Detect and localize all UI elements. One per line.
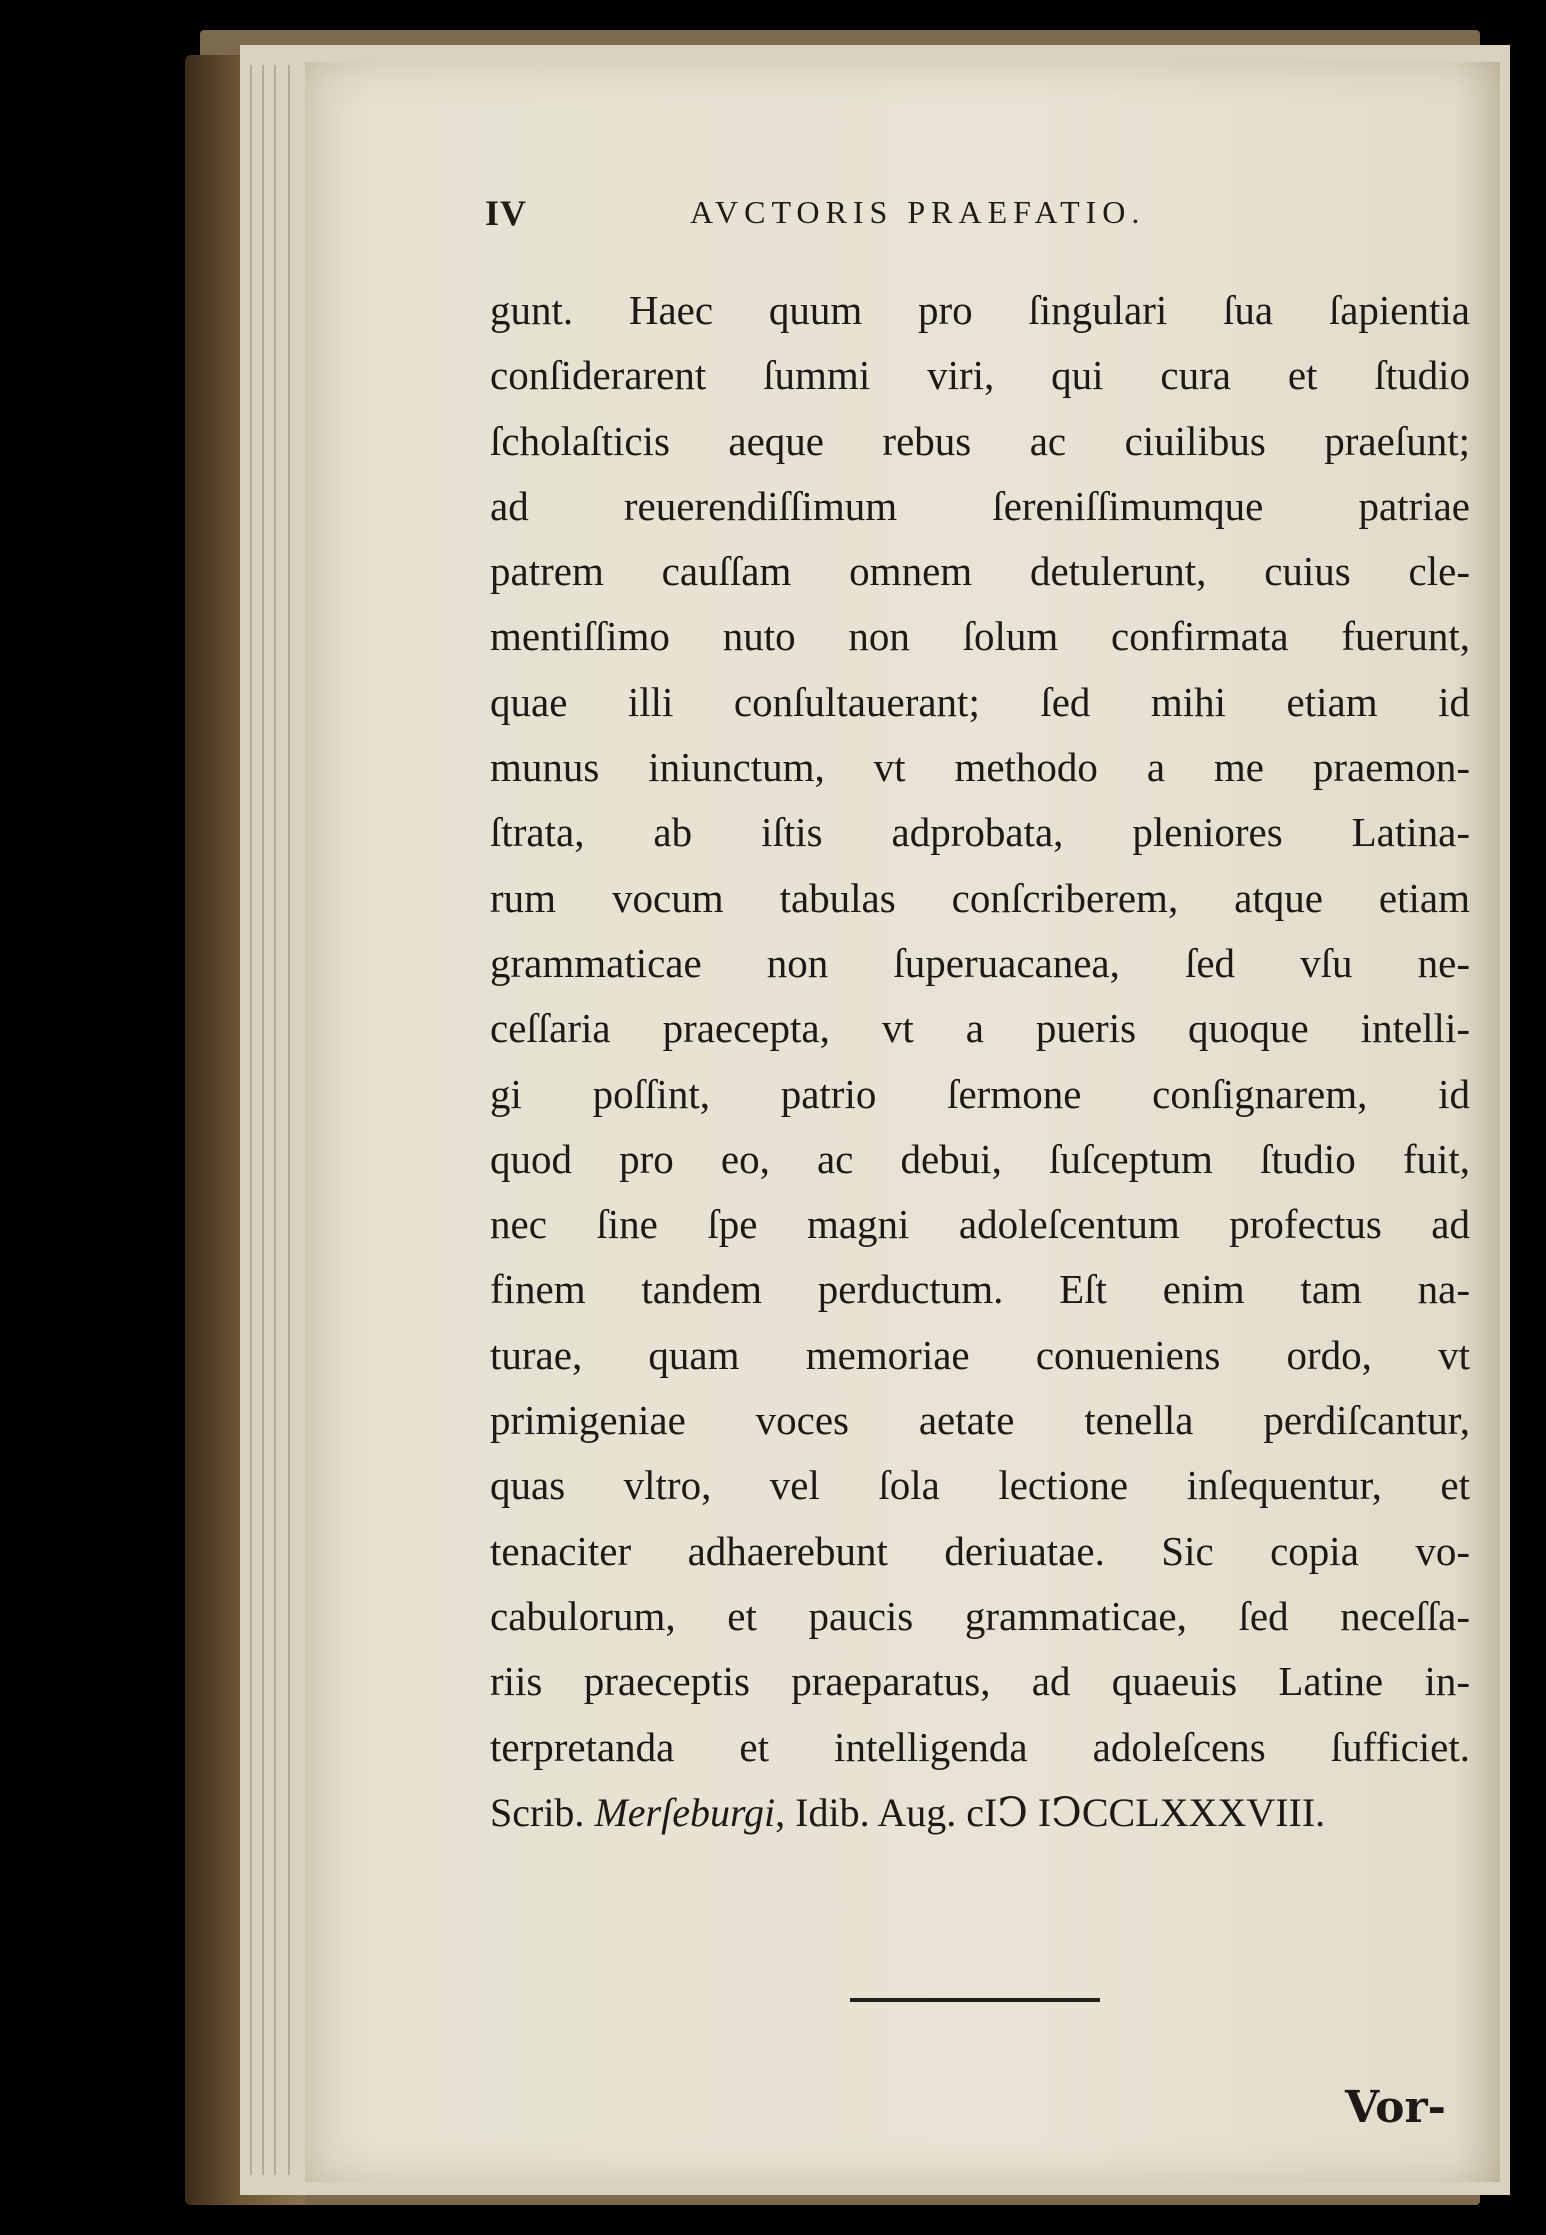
text-line: tenaciter adhaerebunt deriuatae. Sic copia vo-	[490, 1527, 1470, 1574]
text-line: quas vltro, vel ſola lectione inſequentur, et	[490, 1462, 1470, 1509]
text-line: quod pro eo, ac debui, ſuſceptum ſtudio fuit,	[490, 1135, 1470, 1182]
text-line: ſtrata, ab iſtis adprobata, pleniores Latina-	[490, 809, 1470, 856]
catchword: Vor-	[1345, 2082, 1446, 2133]
dateline-place: Merſeburgi	[594, 1789, 776, 1835]
text-line: mentiſſimo nuto non ſolum confirmata fuerunt,	[490, 613, 1470, 660]
text-line: rum vocum tabulas conſcriberem, atque etiam	[490, 874, 1470, 921]
page-number: IV	[485, 193, 528, 233]
text-line: munus iniunctum, vt methodo a me praemon-	[490, 744, 1470, 791]
text-line: ſcholaſticis aeque rebus ac ciuilibus praeſunt;	[490, 417, 1470, 464]
text-line: finem tandem perductum. Eſt enim tam na-	[490, 1266, 1470, 1313]
running-head-title: AVCTORIS PRAEFATIO.	[690, 194, 1146, 230]
section-rule	[850, 1998, 1100, 2002]
text-line: grammaticae non ſuperuacanea, ſed vſu ne-	[490, 939, 1470, 986]
page-leaf	[288, 65, 290, 2175]
text-line: turae, quam memoriae conueniens ordo, vt	[490, 1331, 1470, 1378]
text-line: riis praeceptis praeparatus, ad quaeuis Latine in-	[490, 1658, 1470, 1705]
running-head	[485, 192, 1305, 242]
page-leaf	[250, 65, 252, 2175]
dateline-prefix: Scrib.	[490, 1789, 595, 1835]
text-line: quae illi conſultauerant; ſed mihi etiam id	[490, 678, 1470, 725]
text-line: gunt. Haec quum pro ſingulari ſua ſapientia	[490, 287, 1470, 333]
text-line: gi poſſint, patrio ſermone conſignarem, id	[490, 1070, 1470, 1117]
page-leaf	[262, 65, 264, 2175]
dateline-suffix: , Idib. Aug. cIↃ IↃCCLXXXVIII.	[775, 1789, 1326, 1835]
text-line: conſiderarent ſummi viri, qui cura et ſtudio	[490, 352, 1470, 399]
dateline	[490, 1780, 1470, 1845]
text-line: nec ſine ſpe magni adoleſcentum profectus ad	[490, 1201, 1470, 1248]
text-line: ad reuerendiſſimum ſereniſſimumque patriae	[490, 482, 1470, 529]
text-line: terpretanda et intelligenda adoleſcens ſufficiet.	[490, 1723, 1470, 1770]
page-leaf	[274, 65, 276, 2175]
text-line: ceſſaria praecepta, vt a pueris quoque intelli-	[490, 1005, 1470, 1052]
body-text	[490, 278, 1470, 1845]
text-line: patrem cauſſam omnem detulerunt, cuius cle-	[490, 548, 1470, 595]
text-line: primigeniae voces aetate tenella perdiſcantur,	[490, 1397, 1470, 1444]
text-line: cabulorum, et paucis grammaticae, ſed neceſſa-	[490, 1592, 1470, 1639]
